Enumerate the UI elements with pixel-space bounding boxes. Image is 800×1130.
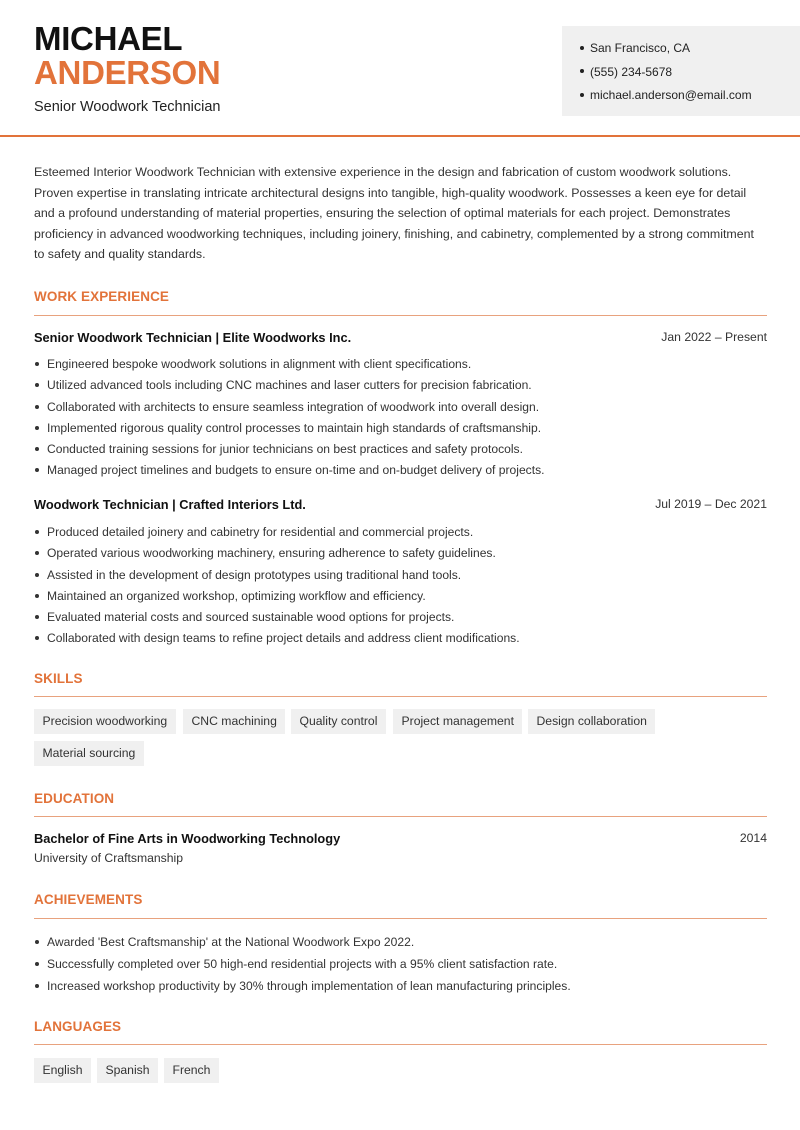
contact-location: San Francisco, CA bbox=[580, 40, 800, 64]
skill-tag: Quality control bbox=[291, 709, 386, 734]
job-role: Senior Woodwork Technician | Elite Woodworks Inc. bbox=[34, 330, 352, 345]
list-item: Assisted in the development of design prototypes using traditional hand tools. bbox=[34, 567, 767, 588]
list-item: Managed project timelines and budgets to ensure on-time and on-budget delivery of projects. bbox=[34, 462, 767, 483]
section-divider bbox=[34, 315, 767, 316]
first-name: MICHAEL bbox=[34, 20, 183, 57]
education-degree: Bachelor of Fine Arts in Woodworking Technology bbox=[34, 831, 341, 846]
skill-tag: Precision woodworking bbox=[34, 709, 176, 734]
education-school: University of Craftsmanship bbox=[34, 851, 184, 865]
job-dates: Jul 2019 – Dec 2021 bbox=[655, 497, 767, 511]
candidate-name bbox=[34, 22, 220, 90]
list-item: Awarded 'Best Craftsmanship' at the National Woodwork Expo 2022. bbox=[34, 934, 767, 956]
section-divider bbox=[34, 918, 767, 919]
list-item: Conducted training sessions for junior technicians on best practices and safety protocols. bbox=[34, 441, 767, 462]
skill-tag: Design collaboration bbox=[528, 709, 655, 734]
bullet-icon bbox=[580, 69, 584, 73]
job-dates: Jan 2022 – Present bbox=[661, 330, 767, 344]
contact-box bbox=[562, 26, 800, 116]
list-item: Produced detailed joinery and cabinetry for residential and commercial projects. bbox=[34, 524, 767, 545]
skills-heading: SKILLS bbox=[34, 671, 83, 686]
work-experience-heading: WORK EXPERIENCE bbox=[34, 289, 170, 304]
list-item: Increased workshop productivity by 30% through implementation of lean manufacturing principles. bbox=[34, 978, 767, 1000]
job-bullets bbox=[34, 524, 767, 652]
skill-tag: Project management bbox=[393, 709, 522, 734]
language-tag: English bbox=[34, 1058, 91, 1083]
achievements-list bbox=[34, 934, 767, 1000]
list-item: Engineered bespoke woodwork solutions in alignment with client specifications. bbox=[34, 356, 767, 377]
resume-header bbox=[0, 0, 800, 137]
job-bullets bbox=[34, 356, 767, 484]
list-item: Collaborated with design teams to refine project details and address client modifications. bbox=[34, 630, 767, 651]
list-item: Maintained an organized workshop, optimizing workflow and efficiency. bbox=[34, 588, 767, 609]
bullet-icon bbox=[580, 46, 584, 50]
section-divider bbox=[34, 1044, 767, 1045]
section-divider bbox=[34, 816, 767, 817]
education-heading: EDUCATION bbox=[34, 791, 115, 806]
list-item: Implemented rigorous quality control processes to maintain high standards of craftsmanship. bbox=[34, 420, 767, 441]
job-header bbox=[34, 497, 767, 515]
list-item: Collaborated with architects to ensure seamless integration of woodwork into overall design. bbox=[34, 399, 767, 420]
last-name: ANDERSON bbox=[34, 54, 221, 91]
skill-tag: Material sourcing bbox=[34, 741, 144, 766]
achievements-heading: ACHIEVEMENTS bbox=[34, 892, 143, 907]
list-item: Utilized advanced tools including CNC machines and laser cutters for precision fabrication. bbox=[34, 377, 767, 398]
language-tag: Spanish bbox=[97, 1058, 158, 1083]
job-header bbox=[34, 330, 767, 348]
education-year: 2014 bbox=[739, 831, 767, 845]
summary-paragraph: Esteemed Interior Woodwork Technician with extensive experience in the design and fabrication of custom woodwork solutions. Proven expertise in translating intricate architectural designs into tangible, high-quality woodwork. Possesses a keen eye for detail and a profound understanding of material properties, ensuring the selection of optimal materials for each project. Demonstrates proficiency in advanced woodworking techniques, including joinery, finishing, and cabinetry, complemented by a strong commitment to safety and quality standards. bbox=[34, 165, 754, 261]
list-item: Operated various woodworking machinery, ensuring adherence to safety guidelines. bbox=[34, 545, 767, 566]
contact-email: michael.anderson@email.com bbox=[580, 87, 800, 111]
candidate-title: Senior Woodwork Technician bbox=[34, 99, 221, 115]
contact-phone: (555) 234-5678 bbox=[580, 64, 800, 88]
bullet-icon bbox=[580, 93, 584, 97]
list-item: Evaluated material costs and sourced sustainable wood options for projects. bbox=[34, 609, 767, 630]
section-divider bbox=[34, 696, 767, 697]
languages-heading: LANGUAGES bbox=[34, 1019, 122, 1034]
job-role: Woodwork Technician | Crafted Interiors Ltd. bbox=[34, 497, 306, 512]
skill-tag: CNC machining bbox=[183, 709, 285, 734]
language-tag: French bbox=[164, 1058, 219, 1083]
list-item: Successfully completed over 50 high-end residential projects with a 95% client satisfaction rate. bbox=[34, 956, 767, 978]
